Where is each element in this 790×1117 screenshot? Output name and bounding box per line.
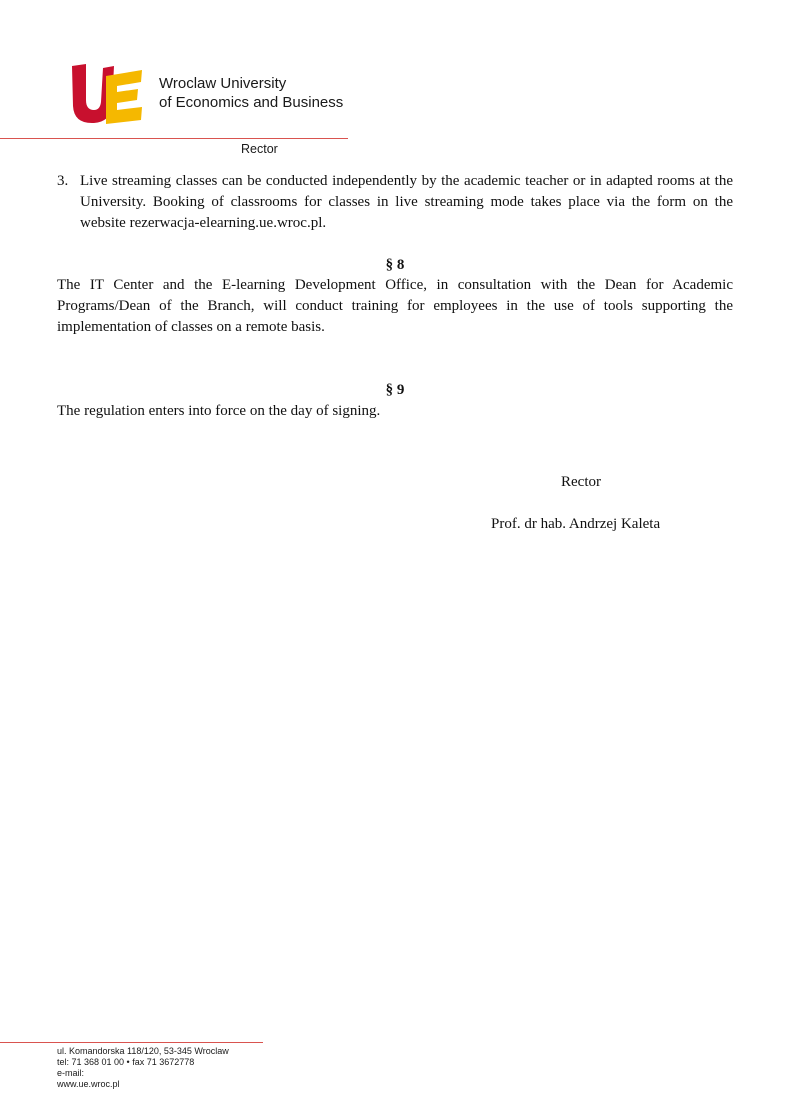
footer-contact bbox=[57, 1046, 229, 1090]
university-logo bbox=[70, 62, 144, 124]
list-item-number: 3. bbox=[57, 173, 69, 189]
section-8-text: The IT Center and the E-learning Development Office, in consultation with the Dean for Academic Programs/Dean of the Branch, will conduct training for employees in the use of tools supporting the implementation of classes on a remote basis. bbox=[57, 277, 733, 335]
footer-phone: tel: 71 368 01 00 • fax 71 3672778 bbox=[57, 1057, 195, 1067]
university-name bbox=[159, 74, 343, 112]
header-office: Rector bbox=[241, 142, 278, 156]
signature-name: Prof. dr hab. Andrzej Kaleta bbox=[491, 516, 661, 532]
section-9-heading: § 9 bbox=[385, 382, 405, 398]
signature-title: Rector bbox=[561, 474, 601, 490]
list-item-3 bbox=[57, 171, 733, 234]
header-divider bbox=[0, 138, 348, 139]
footer-website: www.ue.wroc.pl bbox=[57, 1079, 120, 1089]
footer-address: ul. Komandorska 118/120, 53-345 Wroclaw bbox=[57, 1046, 229, 1056]
university-name-line2: of Economics and Business bbox=[159, 94, 344, 111]
section-9-text: The regulation enters into force on the day of signing. bbox=[57, 403, 381, 419]
university-name-line1: Wroclaw University bbox=[159, 75, 287, 92]
section-8-heading: § 8 bbox=[385, 257, 405, 273]
logo-letter-e bbox=[106, 70, 142, 124]
footer-divider bbox=[0, 1042, 263, 1043]
footer-email: e-mail: bbox=[57, 1068, 85, 1078]
list-item-text: Live streaming classes can be conducted independently by the academic teacher or in adapted rooms at the University. Booking of classrooms for classes in live streaming mode takes place via the form on the website rezerwacja-elearning.ue.wroc.pl. bbox=[80, 173, 733, 231]
